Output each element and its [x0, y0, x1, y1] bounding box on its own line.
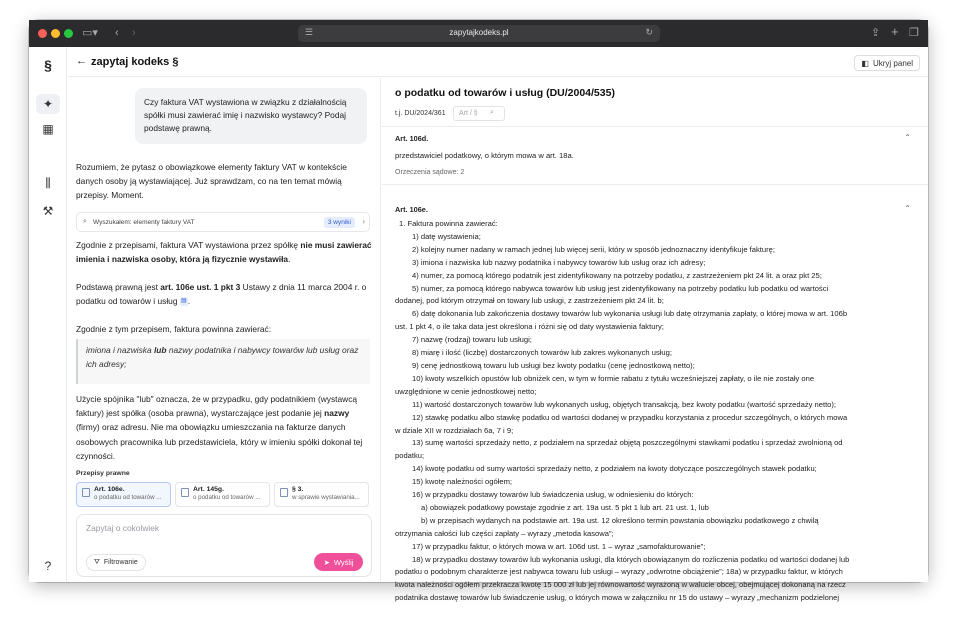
table-icon[interactable]: ▦	[42, 122, 54, 136]
article-line: ust. 1 pkt 4, o ile taka data jest określona i różni się od daty wystawienia faktury;	[395, 322, 664, 332]
tool-call-label: Wyszukałem: elementy faktury VAT	[93, 219, 195, 226]
new-tab-icon[interactable]: +	[891, 24, 899, 39]
article-line: 6) datę dokonania lub zakończenia dostawy towarów lub wykonania usługi lub datę otrzymania zapłaty, o której mowa w art. 106b	[412, 309, 848, 319]
article-line: 9) cenę jednostkową towaru lub usługi bez kwoty podatku (cenę jednostkową netto);	[412, 360, 695, 370]
article-line: 16) w przypadku dostawy towarów lub świadczenia usług, w odniesieniu do których:	[412, 490, 694, 500]
article-line: a) obowiązek podatkowy powstaje zgodnie z art. 19a ust. 5 pkt 1 lub art. 21 ust. 1, lub	[421, 502, 709, 512]
hide-panel-label: Ukryj panel	[872, 58, 913, 68]
chevron-up-icon[interactable]: ⌃	[904, 204, 911, 213]
address-url: zapytajkodeks.pl	[449, 28, 509, 37]
article-line: 18) w przypadku dostawy towarów lub wykonania usługi, dla których obowiązanym do rozliczenia podatku od wartości dodanej lub	[412, 554, 850, 564]
answer-paragraph-3: Zgodnie z tym przepisem, faktura powinna zawierać:	[76, 324, 272, 334]
article-106e-body	[395, 218, 910, 605]
wrench-icon[interactable]: ⚒	[42, 204, 54, 218]
document-title: o podatku od towarów i usług (DU/2004/535)	[395, 87, 615, 99]
ref-subtitle: o podatku od towarów ...	[193, 494, 261, 501]
article-line: 14) kwotę podatku od sumy wartości sprzedaży netto, z podziałem na kwoty dotyczące poszczególnych stawek podatku;	[412, 464, 817, 474]
divider	[382, 126, 928, 127]
back-icon[interactable]: ‹	[115, 27, 119, 39]
document-icon	[280, 488, 288, 497]
legal-refs-label: Przepisy prawne	[76, 470, 130, 477]
sidebar-toggle-icon[interactable]: ▭▾	[82, 27, 98, 39]
page-title: zapytaj kodeks §	[91, 56, 179, 68]
zoom-window-button[interactable]	[64, 29, 73, 38]
ref-title: Art. 106e.	[94, 486, 125, 493]
article-line: w dziale XII w rozdziałach 6a, 7 i 9;	[395, 425, 514, 435]
library-icon[interactable]: ⫼	[45, 175, 51, 190]
filter-label: Filtrowanie	[103, 559, 138, 566]
app	[29, 47, 928, 603]
app-header	[68, 47, 928, 77]
article-line: 17) w przypadku faktur, o których mowa w art. 106d ust. 1 – wyraz „samofakturowanie”;	[412, 541, 706, 551]
chat-panel	[68, 78, 381, 582]
search-icon[interactable]: ⌕	[490, 109, 494, 116]
article-line: 3) imiona i nazwiska lub nazwy podatnika i nabywcy towarów lub usług oraz ich adresy;	[412, 257, 706, 267]
source-doc-icon[interactable]: ▤	[180, 298, 187, 305]
article-line: 5) numer, za pomocą którego nabywca towarów lub usług jest zidentyfikowany na potrzeby podatku lub podatku od wartości	[412, 283, 829, 293]
hide-panel-button[interactable]	[854, 55, 920, 71]
article-line: podatku;	[395, 451, 425, 461]
ref-subtitle: o podatku od towarów ...	[94, 494, 162, 501]
article-line: 12) stawkę podatku albo stawkę podatku od wartości dodanej w przypadku korzystania z procedur szczególnych, o których mowa	[412, 412, 848, 422]
ref-card-par-3[interactable]	[274, 482, 369, 507]
ref-title: Art. 145g.	[193, 486, 224, 493]
minimize-window-button[interactable]	[51, 29, 60, 38]
court-rulings-count[interactable]: Orzeczenia sądowe: 2	[395, 169, 465, 176]
article-line: 15) kwotę należności ogółem;	[412, 477, 513, 487]
sparkle-icon[interactable]: ✦	[36, 94, 60, 114]
article-line: otrzymania całości lub części zapłaty – wyrazy „metoda kasowa”;	[395, 528, 614, 538]
article-line: uwzględnione w cenie jednostkowej netto;	[395, 386, 537, 396]
document-icon	[82, 488, 90, 497]
user-message: Czy faktura VAT wystawiona w związku z działalnością spółki musi zawierać imię i nazwisko wystawcy? Podaj podstawę prawną.	[135, 88, 367, 144]
article-line: dodanej, pod którym otrzymał on towary lub usługi, z zastrzeżeniem pkt 24 lit. b;	[395, 296, 664, 306]
send-button[interactable]	[314, 553, 363, 571]
article-search-input[interactable]: Art / §	[453, 106, 505, 121]
document-panel	[382, 78, 928, 603]
tool-call-summary[interactable]	[76, 212, 370, 232]
document-icon	[181, 488, 189, 497]
back-arrow-icon[interactable]: ←	[76, 55, 87, 67]
search-icon: ⌕	[83, 218, 87, 225]
chevron-right-icon: ›	[362, 217, 365, 226]
address-bar[interactable]	[298, 25, 660, 42]
forward-icon[interactable]: ›	[132, 27, 136, 39]
ref-card-art-145g[interactable]	[175, 482, 270, 507]
consolidated-text-ref: t.j. DU/2024/361	[395, 110, 446, 117]
article-line: kwota należności ogółem przekracza kwotę 15 000 zł lub jej równowartość wyrażoną w walucie obcej, obejmującej dokonaną na rzecz	[395, 580, 846, 590]
article-line: 11) wartość dostarczonych towarów lub wykonanych usług, objętych transakcją, bez kwoty podatku (wartość sprzedaży netto);	[412, 399, 837, 409]
app-logo[interactable]: §	[44, 57, 52, 73]
results-badge: 3 wyniki	[324, 217, 355, 228]
ref-card-art-106e[interactable]	[76, 482, 171, 507]
article-106d-text: przedstawiciel podatkowy, o którym mowa w art. 18a.	[395, 151, 574, 160]
article-line: 1) datę wystawienia;	[412, 231, 481, 241]
filter-button[interactable]	[86, 554, 146, 571]
article-106e-heading[interactable]: Art. 106e.	[395, 205, 428, 214]
article-line: 10) kwoty wszelkich opustów lub obniżek cen, w tym w formie rabatu z tytułu wcześniejszej zapłaty, o ile nie zostały one	[412, 373, 815, 383]
reload-icon[interactable]: ↻	[645, 27, 653, 37]
browser-toolbar	[29, 20, 928, 47]
composer-placeholder[interactable]: Zapytaj o cokolwiek	[86, 523, 160, 533]
article-line: podatku o podobnym charakterze jest nabywca towaru lub usługi – wyrazy „odwrotne obciążenie”; 18a) w przypadku faktur, w których	[395, 567, 843, 577]
article-106d-heading[interactable]: Art. 106d.	[395, 134, 429, 143]
answer-paragraph-4: Użycie spójnika "lub" oznacza, że w przypadku, gdy podatnikiem (wystawcą faktury) jest spółka (osoba prawna), wystarczające jest podanie jej nazwy (firmy) oraz adresu. Nie ma obowiązku umieszczania na fakturze danych osobowych pracownika lub przedstawiciela, który w imieniu spółki dokonał tej czynności.	[76, 394, 363, 461]
article-line: 1. Faktura powinna zawierać:	[399, 219, 498, 228]
article-line: 4) numer, za pomocą którego podatnik jest zidentyfikowany na potrzeby podatku, z zastrzeżeniem pkt 24 lit. a oraz pkt 25;	[412, 270, 822, 280]
chevron-up-icon[interactable]: ⌃	[904, 133, 911, 142]
article-line: 7) nazwę (rodzaj) towaru lub usługi;	[412, 335, 532, 345]
message-composer[interactable]	[76, 514, 372, 577]
answer-paragraph-1: Zgodnie z przepisami, faktura VAT wystawiona przez spółkę nie musi zawierać imienia i nazwiska osoby, która ją fizycznie wystawiła.	[76, 240, 372, 265]
browser-window	[29, 20, 928, 603]
page-settings-icon[interactable]: ☰	[305, 27, 314, 37]
assistant-intro: Rozumiem, że pytasz o obowiązkowe elementy faktury VAT w kontekście danych osoby ją wystawiającej. Już sprawdzam, co na ten temat mówią przepisy. Moment.	[76, 162, 347, 201]
legal-quote: imiona i nazwiska lub nazwy podatnika i nabywcy towarów lub usług oraz ich adresy;	[76, 339, 370, 384]
article-line: 13) sumę wartości sprzedaży netto, z podziałem na sprzedaż objętą poszczególnymi stawkami podatku i sprzedaż zwolnioną od	[412, 438, 843, 448]
filter-icon: ⛛	[94, 558, 100, 566]
help-icon[interactable]: ?	[44, 559, 52, 573]
divider	[382, 184, 928, 185]
article-line: podatnika dostawę towarów lub świadczenie usług, o których mowa w załączniku nr 15 do ustawy – wyrazy „mechanizm podzielonej	[395, 593, 840, 603]
share-icon[interactable]: ⇪	[871, 27, 881, 39]
tabs-icon[interactable]: ❐	[909, 27, 919, 39]
left-rail	[29, 47, 67, 582]
article-line: 2) kolejny numer nadany w ramach jednej lub więcej serii, który w sposób jednoznaczny identyfikuje fakturę;	[412, 244, 775, 254]
article-line: 8) miarę i ilość (liczbę) dostarczonych towarów lub zakres wykonanych usług;	[412, 348, 672, 358]
panel-icon: ◧	[861, 58, 869, 68]
ref-title: § 3.	[292, 486, 304, 493]
send-label: Wyślij	[333, 557, 354, 567]
send-icon: ➤	[323, 557, 330, 567]
answer-paragraph-2: Podstawą prawną jest art. 106e ust. 1 pkt 3 Ustawy z dnia 11 marca 2004 r. o podatku od towarów i usług ▤.	[76, 282, 367, 307]
article-line: b) w przepisach wydanych na podstawie art. 19a ust. 12 określono termin powstania obowiązku podatkowego z chwilą	[421, 515, 819, 525]
close-window-button[interactable]	[38, 29, 47, 38]
ref-subtitle: w sprawie wystawiania...	[292, 494, 360, 501]
